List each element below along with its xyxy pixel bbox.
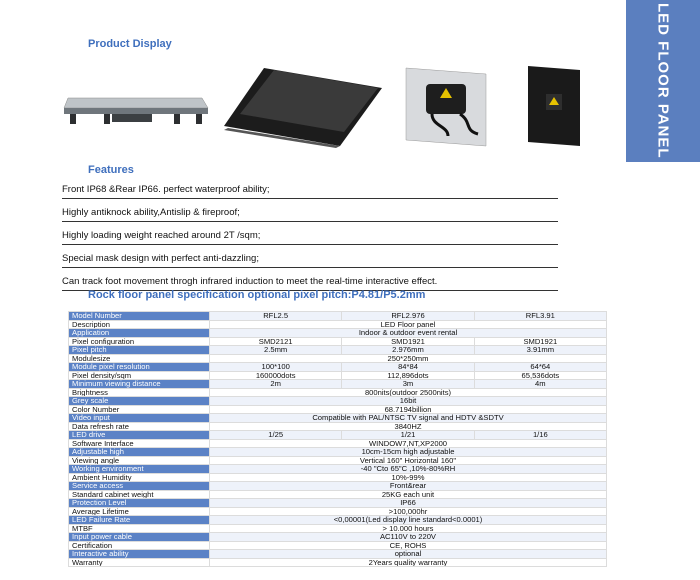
spec-label: Warranty bbox=[69, 558, 210, 567]
spec-row bbox=[69, 558, 607, 567]
spec-value: >100,000hr bbox=[210, 507, 607, 516]
spec-label: Module pixel resolution bbox=[69, 363, 210, 372]
spec-value: 3m bbox=[342, 380, 474, 389]
spec-value: IP66 bbox=[210, 499, 607, 508]
spec-value: 25KG each unit bbox=[210, 490, 607, 499]
product-display-title: Product Display bbox=[88, 38, 172, 50]
spec-row bbox=[69, 524, 607, 533]
spec-label: LED drive bbox=[69, 431, 210, 440]
features-title: Features bbox=[88, 164, 134, 176]
spec-value: Compatible with PAL/NTSC TV signal and HDTV &SDTV bbox=[210, 414, 607, 423]
spec-label: Input power cable bbox=[69, 533, 210, 542]
feature-item: Front IP68 &Rear IP66. perfect waterproof ability; bbox=[62, 182, 558, 199]
spec-value: optional bbox=[210, 550, 607, 559]
product-image-panel-with-legs bbox=[62, 92, 210, 126]
spec-row bbox=[69, 533, 607, 542]
spec-value: 2Years quality warranty bbox=[210, 558, 607, 567]
spec-value: -40 "Cto 65"C ,10%-80%RH bbox=[210, 465, 607, 474]
spec-row bbox=[69, 405, 607, 414]
spec-value: RFL3.91 bbox=[474, 312, 606, 321]
spec-label: Video input bbox=[69, 414, 210, 423]
feature-item: Can track foot movement throgh infrared induction to meet the real-time interactive effect. bbox=[62, 274, 558, 291]
spec-row bbox=[69, 363, 607, 372]
feature-item: Special mask design with perfect anti-dazzling; bbox=[62, 251, 558, 268]
spec-label: Service access bbox=[69, 482, 210, 491]
spec-value: SMD1921 bbox=[342, 337, 474, 346]
spec-value: 10%-99% bbox=[210, 473, 607, 482]
spec-row bbox=[69, 422, 607, 431]
spec-label: Pixel pitch bbox=[69, 346, 210, 355]
spec-label: Average Lifetime bbox=[69, 507, 210, 516]
spec-label: MTBF bbox=[69, 524, 210, 533]
spec-row bbox=[69, 541, 607, 550]
spec-label: Working environment bbox=[69, 465, 210, 474]
spec-row bbox=[69, 456, 607, 465]
spec-value: 3840HZ bbox=[210, 422, 607, 431]
spec-value: 800nits(outdoor 2500nits) bbox=[210, 388, 607, 397]
spec-title: Rock floor panel specification optional pixel pitch:P4.81/P5.2mm bbox=[88, 289, 426, 301]
spec-row bbox=[69, 397, 607, 406]
spec-value: CE, ROHS bbox=[210, 541, 607, 550]
spec-label: Protection Level bbox=[69, 499, 210, 508]
spec-value: 16bit bbox=[210, 397, 607, 406]
spec-label: Application bbox=[69, 329, 210, 338]
spec-row bbox=[69, 482, 607, 491]
spec-row bbox=[69, 516, 607, 525]
product-image-panel-upright bbox=[524, 64, 584, 148]
spec-value: 4m bbox=[474, 380, 606, 389]
spec-row bbox=[69, 337, 607, 346]
spec-label: Description bbox=[69, 320, 210, 329]
spec-label: Modulesize bbox=[69, 354, 210, 363]
spec-value: 2.5mm bbox=[210, 346, 342, 355]
spec-value: 10cm-15cm high adjustable bbox=[210, 448, 607, 457]
spec-value: 100*100 bbox=[210, 363, 342, 372]
spec-value: 112,896dots bbox=[342, 371, 474, 380]
spec-label: LED Failure Rate bbox=[69, 516, 210, 525]
spec-value: LED Floor panel bbox=[210, 320, 607, 329]
spec-value: 1/16 bbox=[474, 431, 606, 440]
spec-value: 68.7194billion bbox=[210, 405, 607, 414]
spec-value: <0,00001(Led display line standard<0.0001) bbox=[210, 516, 607, 525]
spec-label: Standard cabinet weight bbox=[69, 490, 210, 499]
spec-value: RFL2.5 bbox=[210, 312, 342, 321]
spec-value: 84*84 bbox=[342, 363, 474, 372]
spec-label: Ambient Humidity bbox=[69, 473, 210, 482]
spec-value: Vertical 160" Horizontal 160" bbox=[210, 456, 607, 465]
spec-row bbox=[69, 448, 607, 457]
features-list bbox=[62, 182, 558, 297]
banner-title: LED FLOOR PANEL bbox=[654, 3, 672, 159]
spec-value: 3.91mm bbox=[474, 346, 606, 355]
product-image-stacked-panels bbox=[222, 66, 384, 148]
spec-label: Software Interface bbox=[69, 439, 210, 448]
feature-item: Highly loading weight reached around 2T /sqm; bbox=[62, 228, 558, 245]
product-image-panel-back bbox=[402, 64, 490, 148]
spec-label: Viewing angle bbox=[69, 456, 210, 465]
spec-value: 65,536dots bbox=[474, 371, 606, 380]
spec-row bbox=[69, 499, 607, 508]
product-gallery bbox=[62, 64, 602, 152]
spec-label: Color Number bbox=[69, 405, 210, 414]
spec-row bbox=[69, 439, 607, 448]
spec-row bbox=[69, 490, 607, 499]
spec-table bbox=[68, 311, 607, 567]
spec-row bbox=[69, 473, 607, 482]
spec-row bbox=[69, 346, 607, 355]
spec-label: Grey scale bbox=[69, 397, 210, 406]
spec-label: Pixel configuration bbox=[69, 337, 210, 346]
spec-value: Front&rear bbox=[210, 482, 607, 491]
spec-row bbox=[69, 507, 607, 516]
spec-label: Model Number bbox=[69, 312, 210, 321]
spec-value: 160000dots bbox=[210, 371, 342, 380]
spec-label: Minimum viewing distance bbox=[69, 380, 210, 389]
spec-value: 64*64 bbox=[474, 363, 606, 372]
spec-value: RFL2.976 bbox=[342, 312, 474, 321]
spec-label: Adjustable high bbox=[69, 448, 210, 457]
spec-label: Brightness bbox=[69, 388, 210, 397]
spec-row bbox=[69, 354, 607, 363]
feature-item: Highly antiknock ability,Antislip & fireproof; bbox=[62, 205, 558, 222]
spec-value: Indoor & outdoor event rental bbox=[210, 329, 607, 338]
spec-value: 2.976mm bbox=[342, 346, 474, 355]
spec-row bbox=[69, 550, 607, 559]
spec-row bbox=[69, 380, 607, 389]
spec-value: 2m bbox=[210, 380, 342, 389]
spec-row bbox=[69, 320, 607, 329]
spec-row bbox=[69, 329, 607, 338]
spec-label: Interactive ability bbox=[69, 550, 210, 559]
spec-label: Pixel density/sqm bbox=[69, 371, 210, 380]
spec-row bbox=[69, 414, 607, 423]
spec-value: AC110V to 220V bbox=[210, 533, 607, 542]
spec-label: Certification bbox=[69, 541, 210, 550]
spec-label: Data refresh rate bbox=[69, 422, 210, 431]
spec-row bbox=[69, 388, 607, 397]
spec-value: 1/21 bbox=[342, 431, 474, 440]
spec-value: 1/25 bbox=[210, 431, 342, 440]
spec-row bbox=[69, 371, 607, 380]
spec-row bbox=[69, 465, 607, 474]
spec-value: SMD1921 bbox=[474, 337, 606, 346]
spec-row bbox=[69, 312, 607, 321]
spec-value: WINDOW7,NT,XP2000 bbox=[210, 439, 607, 448]
side-banner bbox=[626, 0, 700, 162]
spec-value: SMD2121 bbox=[210, 337, 342, 346]
spec-value: 250*250mm bbox=[210, 354, 607, 363]
spec-row bbox=[69, 431, 607, 440]
spec-value: > 10.000 hours bbox=[210, 524, 607, 533]
